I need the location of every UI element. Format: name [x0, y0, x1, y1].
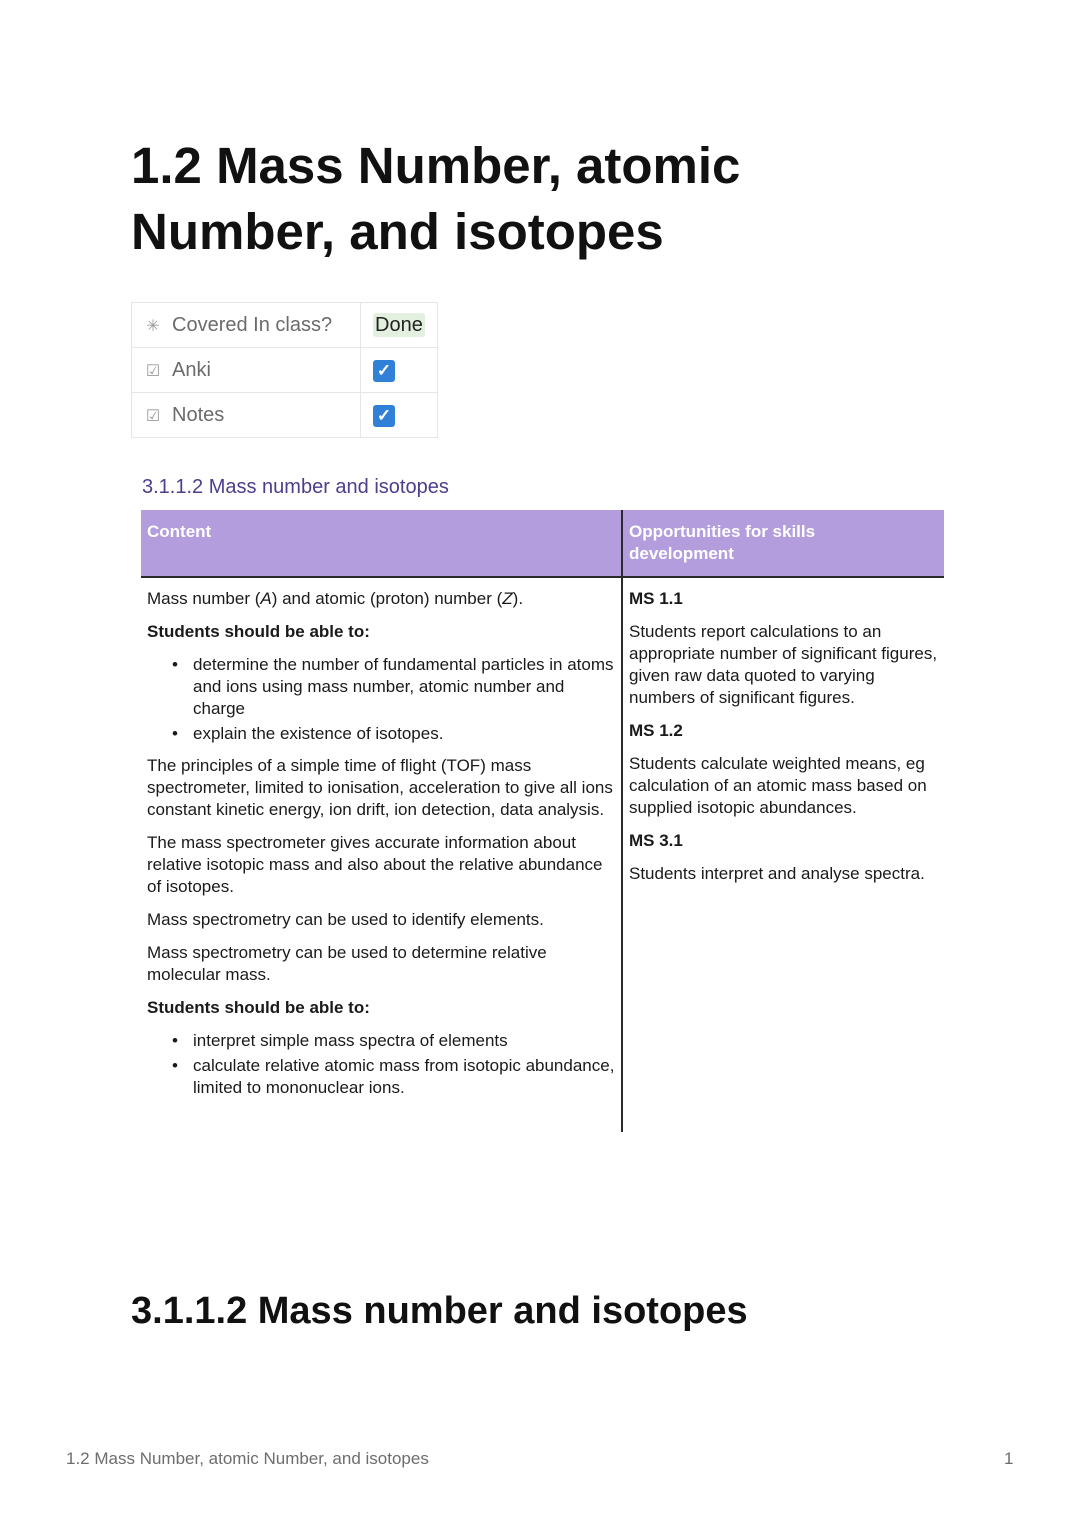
content-paragraph: The mass spectrometer gives accurate information about relative isotopic mass and also about the relative abundance of isotopes.: [147, 833, 603, 896]
property-value-cell[interactable]: [361, 348, 438, 393]
content-subheading: [147, 997, 615, 1019]
list-item: • calculate relative atomic mass from isotopic abundance, limited to mononuclear ions.: [193, 1055, 615, 1099]
loading-icon: ✳: [146, 317, 160, 335]
page-title: 1.2 Mass Number, atomic Number, and isotopes: [131, 137, 741, 260]
content-paragraph: Mass spectrometry can be used to identify elements.: [147, 910, 544, 929]
text-run: Students should be able to:: [147, 622, 370, 641]
skill-text: Students interpret and analyse spectra.: [629, 864, 925, 883]
property-row-anki[interactable]: [132, 348, 438, 393]
list-item: • interpret simple mass spectra of elements: [193, 1030, 615, 1052]
list-item: • explain the existence of isotopes.: [193, 723, 615, 745]
bullet-list: [147, 654, 615, 745]
content-paragraph: Mass spectrometry can be used to determine relative molecular mass.: [147, 943, 547, 984]
property-label: Covered In class?: [172, 313, 333, 336]
text-run: ) and atomic (proton) number (: [271, 589, 503, 608]
text-run: ).: [512, 589, 524, 608]
property-label: Notes: [172, 403, 225, 426]
property-label: Anki: [172, 358, 211, 381]
property-name-cell: [132, 348, 361, 393]
text-run: A: [260, 589, 272, 608]
content-paragraph: The principles of a simple time of flight (TOF) mass spectrometer, limited to ionisation, acceleration to give all ions constant kinetic energy, ion drift, ion detection, data analysis.: [147, 756, 613, 819]
text-run: Students should be able to:: [147, 998, 370, 1017]
skill-code: MS 1.1: [629, 589, 683, 608]
spec-heading: 3.1.1.2 Mass number and isotopes: [142, 476, 449, 498]
skill-code: MS 3.1: [629, 831, 683, 850]
property-name-cell: [132, 303, 361, 348]
header-content: Content: [147, 522, 212, 541]
content-subheading: [147, 621, 615, 643]
content-column: [147, 588, 615, 1109]
spec-table-header: [141, 510, 944, 578]
checkbox-anki[interactable]: ✓: [373, 360, 395, 382]
text-run: Mass number (: [147, 589, 261, 608]
properties-table: [131, 302, 438, 438]
list-item: • determine the number of fundamental particles in atoms and ions using mass number, atomic number and charge: [193, 654, 615, 720]
spec-table: [141, 510, 944, 1132]
skill-code: MS 1.2: [629, 721, 683, 740]
checkbox-icon: ☑: [145, 362, 161, 380]
skill-text: Students report calculations to an appropriate number of significant figures, given raw data quoted to varying numbers of significant figures.: [629, 622, 938, 707]
header-skills: Opportunities for skills development: [629, 522, 816, 563]
property-row-covered[interactable]: [132, 303, 438, 348]
bullet-list: [147, 1030, 615, 1099]
property-row-notes[interactable]: [132, 393, 438, 438]
column-divider: [621, 510, 623, 1132]
skills-column: [629, 588, 941, 896]
content-paragraph: [147, 588, 615, 610]
page-number: 1: [1004, 1449, 1014, 1468]
text-run: Z: [502, 589, 513, 608]
section-heading: 3.1.1.2 Mass number and isotopes: [131, 1290, 748, 1332]
property-value-cell[interactable]: [361, 393, 438, 438]
property-name-cell: [132, 393, 361, 438]
status-badge[interactable]: Done: [375, 313, 423, 336]
skill-text: Students calculate weighted means, eg calculation of an atomic mass based on supplied isotopic abundances.: [629, 754, 927, 817]
checkbox-notes[interactable]: ✓: [373, 405, 395, 427]
footer-title: 1.2 Mass Number, atomic Number, and isotopes: [66, 1449, 429, 1468]
checkbox-icon: ☑: [145, 407, 161, 425]
property-value-cell[interactable]: [361, 303, 438, 348]
